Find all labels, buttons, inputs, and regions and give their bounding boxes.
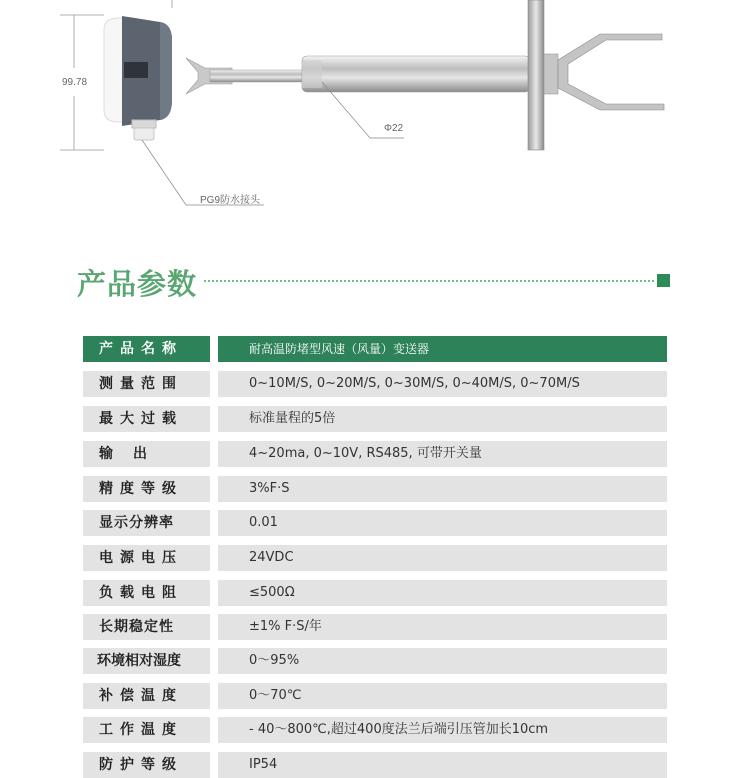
spec-row [83,476,667,502]
spec-row [83,441,667,467]
spec-value: 4~20ma, 0~10V, RS485, 可带开关量 [218,441,667,467]
spec-label: 最大过载 [83,406,210,432]
transmitter-housing [104,16,172,140]
spec-label: 显示分辨率 [83,510,210,536]
spec-row [83,406,667,432]
spec-label: 工作温度 [83,717,210,743]
spec-row [83,648,667,674]
spec-row [83,683,667,709]
spec-label: 产品名称 [83,336,210,362]
spec-value: ±1% F·S/年 [218,614,667,640]
spec-value: ≤500Ω [218,580,667,606]
spec-label: 精度等级 [83,476,210,502]
spec-value: 24VDC [218,545,667,571]
spec-row [83,336,667,362]
spec-label: 补偿温度 [83,683,210,709]
spec-label: 电源电压 [83,545,210,571]
spec-value: 标准量程的5倍 [218,406,667,432]
spec-row [83,752,667,778]
spec-label: 环境相对湿度 [83,648,210,674]
probe-rod [186,56,530,94]
connector-label: PG9防水接头 [200,195,261,206]
spec-value: 耐高温防堵型风速（风量）变送器 [218,336,667,362]
spec-value: IP54 [218,752,667,778]
spec-value: 0～70℃ [218,683,667,709]
spec-label: 防护等级 [83,752,210,778]
title-square-marker [657,274,670,287]
spec-row [83,614,667,640]
leader-lines [142,82,404,205]
spec-value: 0~10M/S, 0~20M/S, 0~30M/S, 0~40M/S, 0~70M/S [218,371,667,397]
spec-value: 0.01 [218,510,667,536]
spec-row [83,580,667,606]
spec-row [83,510,667,536]
mounting-flange [528,0,664,150]
spec-value: - 40～800℃,超过400度法兰后端引压管加长10cm [218,717,667,743]
title-dotted-line [204,280,654,282]
spec-value: 3%F·S [218,476,667,502]
height-dimension-label: 99.78 [62,77,88,88]
spec-value: 0～95% [218,648,667,674]
spec-label: 长期稳定性 [83,614,210,640]
spec-label: 输 出 [83,441,210,467]
spec-label: 测量范围 [83,371,210,397]
section-title: 产品参数 [77,267,198,301]
diameter-label: Φ22 [384,123,404,134]
product-dimension-drawing [0,0,750,240]
spec-row [83,371,667,397]
spec-row [83,545,667,571]
spec-row [83,717,667,743]
spec-label: 负载电阻 [83,580,210,606]
